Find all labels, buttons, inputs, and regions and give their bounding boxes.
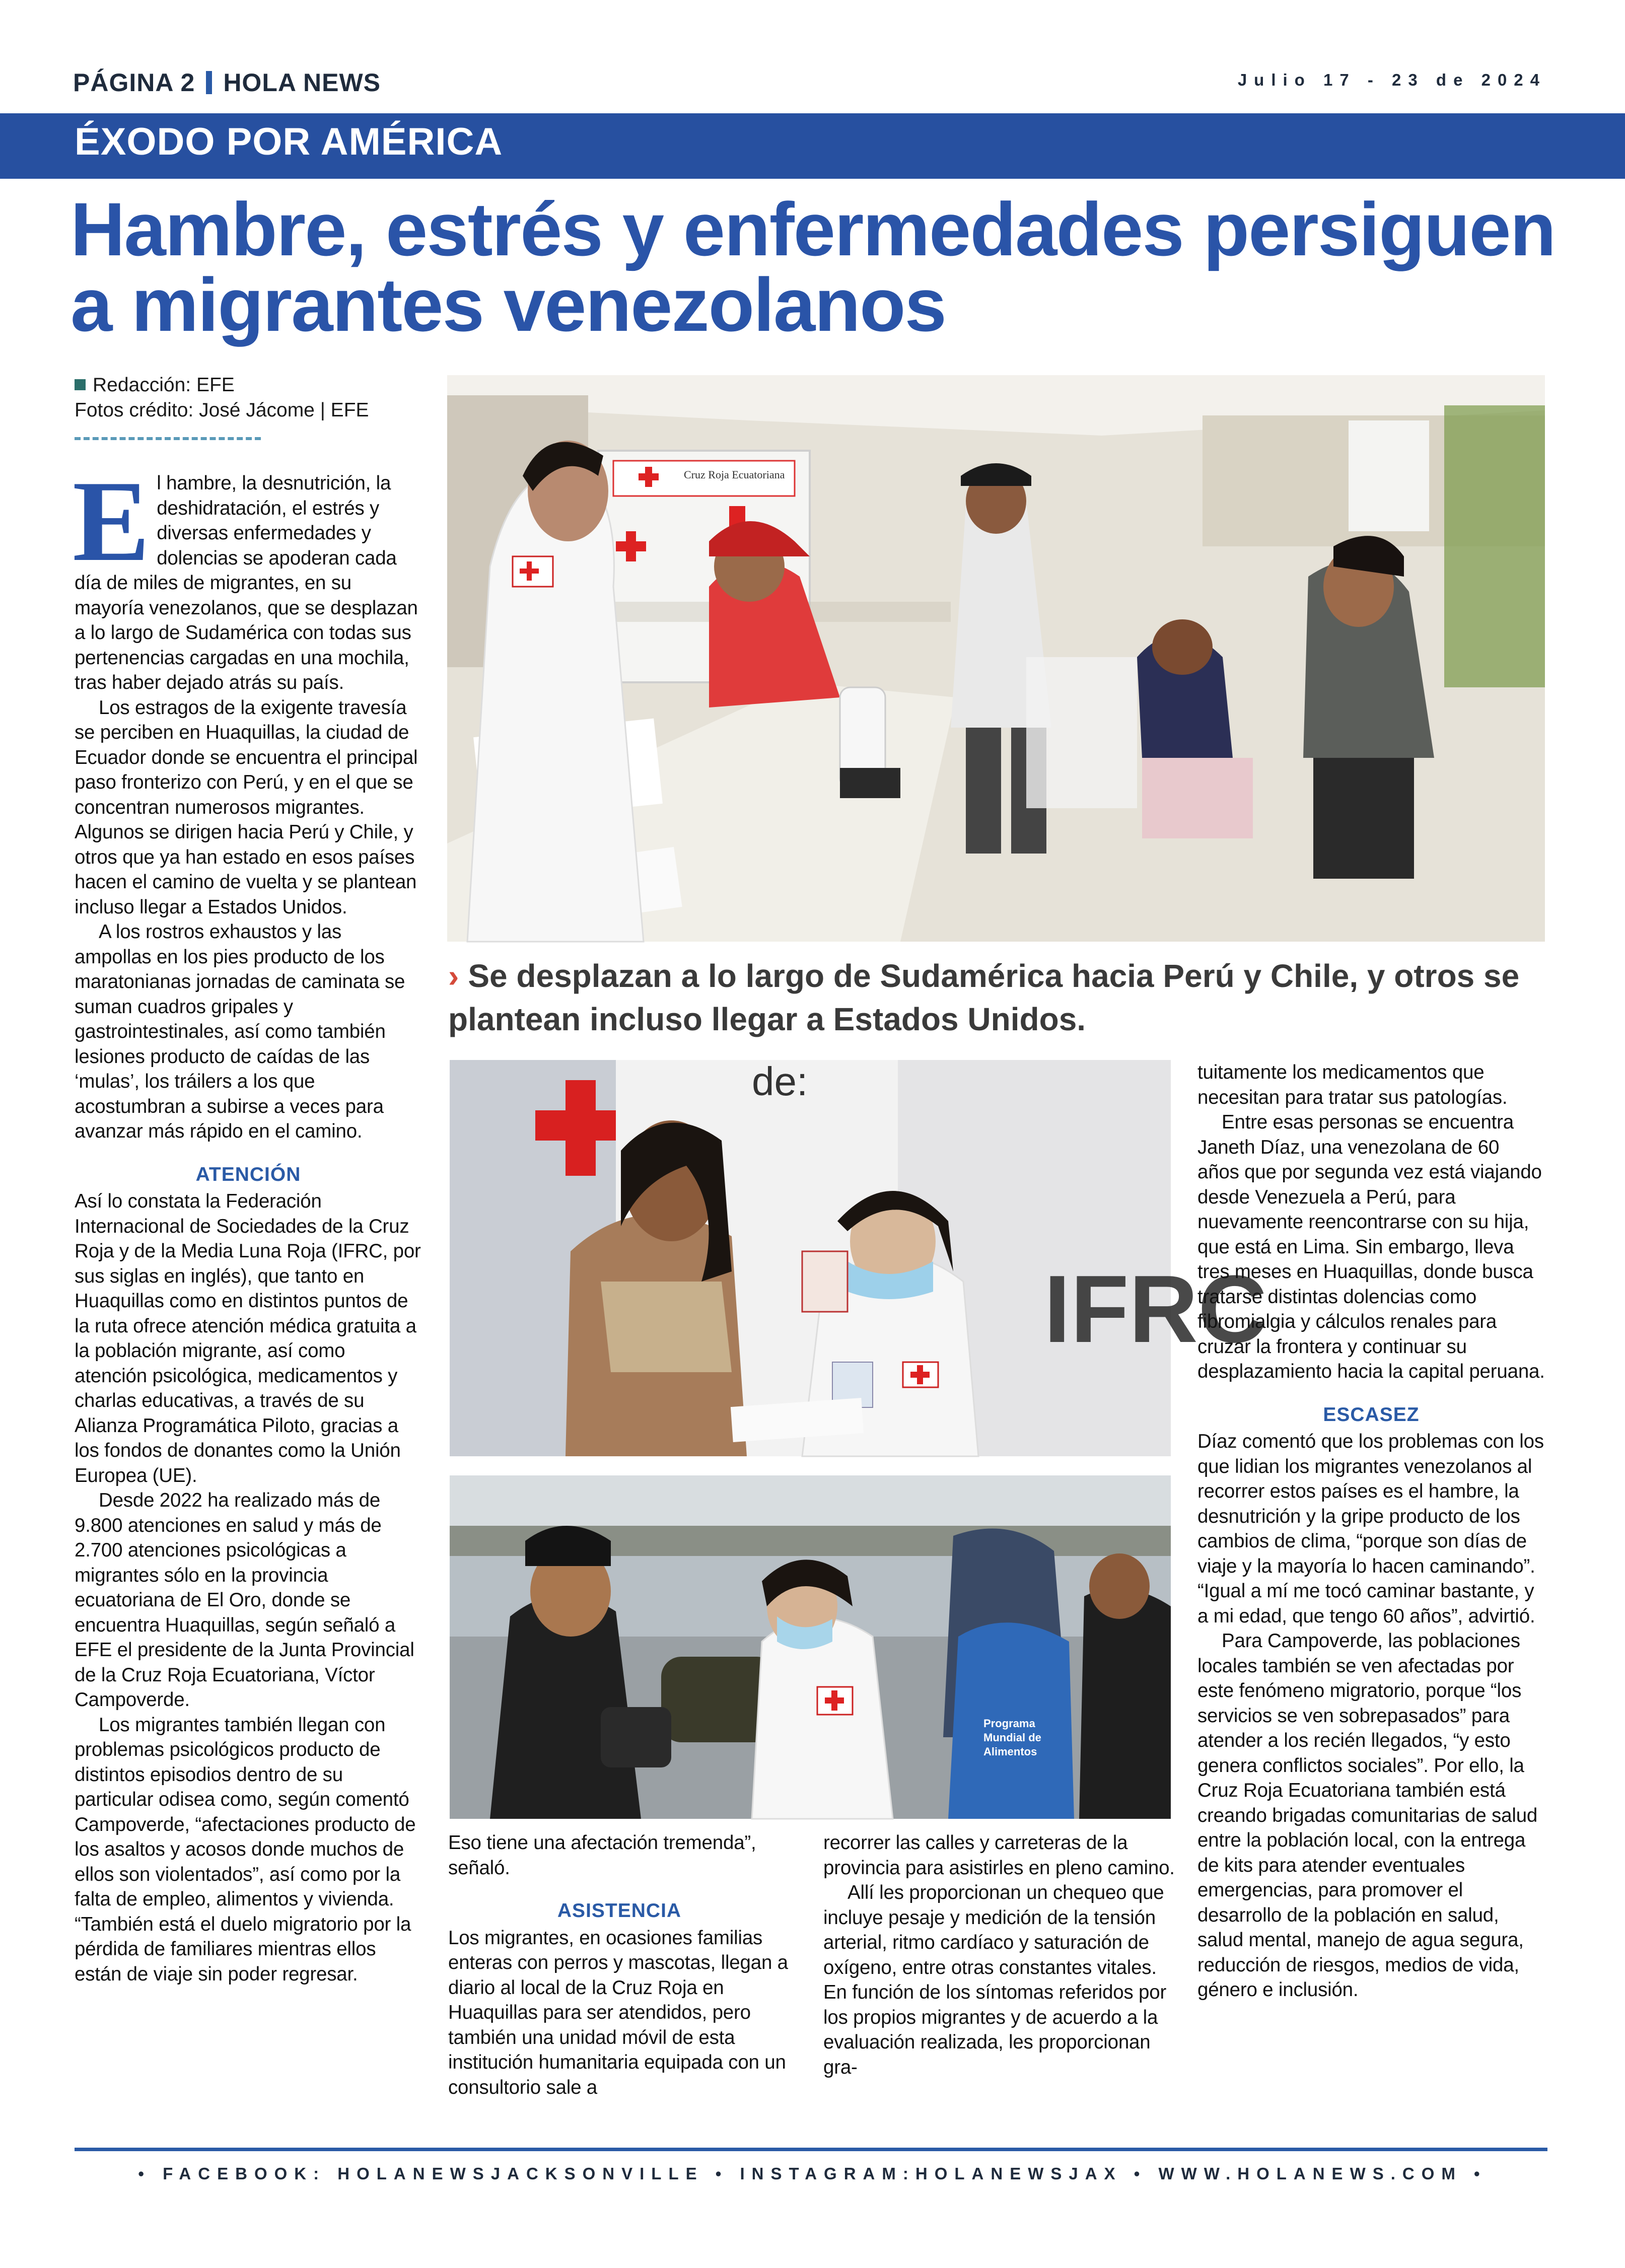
header-divider <box>206 71 212 94</box>
photo1-illustration <box>447 375 1545 942</box>
credits <box>75 373 417 423</box>
paragraph: Así lo constata la Federación Internacional de Sociedades de la Cruz Roja y de la Media Luna Roja (IFRC, por sus siglas en inglés), que tanto en Huaquillas como en distintos puntos de la ruta ofrece atención médica gratuita a la población migrante, así como atención psicológica, medicamentos y charlas educativas, a través de su Alianza Programática Piloto, gracias a los fondos de donantes como la Unión Europea (UE). <box>75 1190 421 1486</box>
photo-red-cross-tent <box>447 375 1545 942</box>
paragraph: A los rostros exhaustos y las ampollas en los pies producto de los maratonianas jornadas de caminata se suman cuadros gripales y gastrointestinales, así como también lesiones producto de caídas de las ‘mulas’, los tráilers a los que acostumbran a subirse a veces para avanzar más rápido en el camino. <box>75 921 405 1142</box>
paragraph: Entre esas personas se encuentra Janeth Díaz, una venezolana de 60 años que por segunda vez está viajando desde Venezuela a Perú, para nuevamente reencontrarse con su hija, que está en Lima. Sin embargo, lleva tres meses en Huaquillas, donde busca tratarse distintas dolencias como fibromialgia y cálculos renales para cruzar la frontera y continuar su desplazamiento hacia la capital peruana. <box>1197 1111 1545 1382</box>
photo3-illustration <box>450 1475 1171 1819</box>
credits-divider <box>75 437 261 440</box>
paragraph: Desde 2022 ha realizado más de 9.800 atenciones en salud y más de 2.700 atenciones psicológicas a migrantes sólo en la provincia ecuatoriana de El Oro, donde se encuentra Huaquillas, según señaló a EFE el presidente de la Junta Provincial de la Cruz Roja Ecuatoriana, Víctor Campoverde. <box>75 1490 414 1711</box>
byline: Redacción: EFE <box>93 374 235 396</box>
footer-social-links: • FACEBOOK: HOLANEWSJACKSONVILLE • INSTAGRAM:HOLANEWSJAX • WWW.HOLANEWS.COM • <box>138 2164 1487 2183</box>
ifrc-wall-text: IFRC <box>1044 1256 1267 1363</box>
paragraph: Los migrantes también llegan con problemas psicológicos producto de distintos episodios dentro de su particular odisea como, según comentó Campoverde, “afectaciones producto de los asaltos y acosos donde muchos de ellos son violentados”, así como por la falta de empleo, alimentos y vivienda. “También está el duelo migratorio por la pérdida de familiares mientras ellos están de viaje sin poder regresar. <box>75 1714 416 1985</box>
drop-cap: E <box>73 457 150 585</box>
paragraph: Díaz comentó que los problemas con los que lidian los migrantes venezolanos al recorrer estos países es el hambre, la desnutrición y la gripe producto de los cambios de clima, “porque son días de viaje y la mayoría lo hacen caminando”. “Igual a mí me tocó caminar bastante, y a mi edad, que tengo 60 años”, advirtió. <box>1197 1431 1544 1627</box>
footer-divider <box>75 2148 1547 2151</box>
page-header <box>73 68 381 97</box>
article-column-2 <box>448 1830 791 2100</box>
photo2-illustration <box>450 1059 1267 1456</box>
pull-quote <box>448 954 1551 1041</box>
subheading-asistencia: ASISTENCIA <box>557 1900 682 1922</box>
paragraph: Los estragos de la exigente travesía se perciben en Huaquillas, la ciudad de Ecuador donde se encuentra el principal paso fronterizo con Perú, y en el que se concentran numerosos migrantes. Algunos se dirigen hacia Perú y Chile, y otros que ya han estado en esos países hacen el camino de vuelta y se plantean incluso llegar a Estados Unidos. <box>75 696 418 918</box>
subheading-atencion: ATENCIÓN <box>195 1163 301 1185</box>
paragraph: Allí les proporcionan un chequeo que incluye pesaje y medición de la tensión arterial, ritmo cardíaco y saturación de oxígeno, entre otras constantes vitales. En función de los síntomas referidos por los propios migrantes y de acuerdo a la evaluación realizada, les proporcionan gra- <box>823 1882 1167 2078</box>
photo-blood-pressure-check <box>450 1475 1171 1819</box>
article-column-3 <box>823 1830 1176 2080</box>
photo-medicine-delivery <box>450 1059 1267 1456</box>
byline-bullet-icon <box>75 379 86 390</box>
paragraph: Eso tiene una afectación tremenda”, señaló. <box>448 1832 756 1879</box>
publication-name: HOLA NEWS <box>223 68 381 97</box>
paragraph: tuitamente los medicamentos que necesitan para tratar sus patologías. <box>1197 1061 1508 1108</box>
paragraph: l hambre, la desnutrición, la deshidratación, el estrés y diversas enfermedades y dolencias se apoderan cada día de miles de migrantes, en su mayoría venezolanos, que se desplazan a lo largo de Sudamérica con todas sus pertenencias cargadas en una mochila, tras haber dejado atrás su país. <box>75 472 418 693</box>
wfp-text-2: Mundial de <box>983 1731 1041 1744</box>
section-title: ÉXODO POR AMÉRICA <box>75 120 503 163</box>
wfp-text-1: Programa <box>983 1717 1035 1730</box>
wall-text: de: <box>752 1059 808 1104</box>
photo-credit: Fotos crédito: José Jácome | EFE <box>75 399 369 421</box>
pull-quote-text: Se desplazan a lo largo de Sudamérica hacia Perú y Chile, y otros se plantean incluso llegar a Estados Unidos. <box>448 958 1520 1037</box>
subheading-escasez: ESCASEZ <box>1323 1403 1420 1426</box>
paragraph: Los migrantes, en ocasiones familias enteras con perros y mascotas, llegan a diario al local de la Cruz Roja en Huaquillas para ser atendidos, pero también una unidad móvil de esta institución humanitaria equipada con un consultorio sale a <box>448 1927 788 2098</box>
paragraph: Para Campoverde, las poblaciones locales también se ven afectadas por este fenómeno migratorio, porque “los servicios se ven sobrepasados” para atender a los recién llegados, “y esto genera conflictos sociales”. Por ello, la Cruz Roja Ecuatoriana también está creando brigadas comunitarias de salud entre la población local, con la entrega de kits para atender eventuales emergencias, para promover el desarrollo de la población en salud, salud mental, manejo de agua segura, reducción de riesgos, medios de vida, género e inclusión. <box>1197 1630 1538 2001</box>
page-number: PÁGINA 2 <box>73 68 195 97</box>
tent-sign-text: Cruz Roja Ecuatoriana <box>684 468 785 481</box>
headline: Hambre, estrés y enfermedades persiguen a migrantes venezolanos <box>70 187 1556 347</box>
article-column-1 <box>73 457 422 1987</box>
chevron-right-icon: › <box>448 958 459 994</box>
issue-date: Julio 17 - 23 de 2024 <box>1237 70 1546 89</box>
wfp-text-3: Alimentos <box>983 1745 1037 1758</box>
paragraph: recorrer las calles y carreteras de la provincia para asistirles en pleno camino. <box>823 1832 1175 1879</box>
article-column-4 <box>1197 1060 1545 2003</box>
